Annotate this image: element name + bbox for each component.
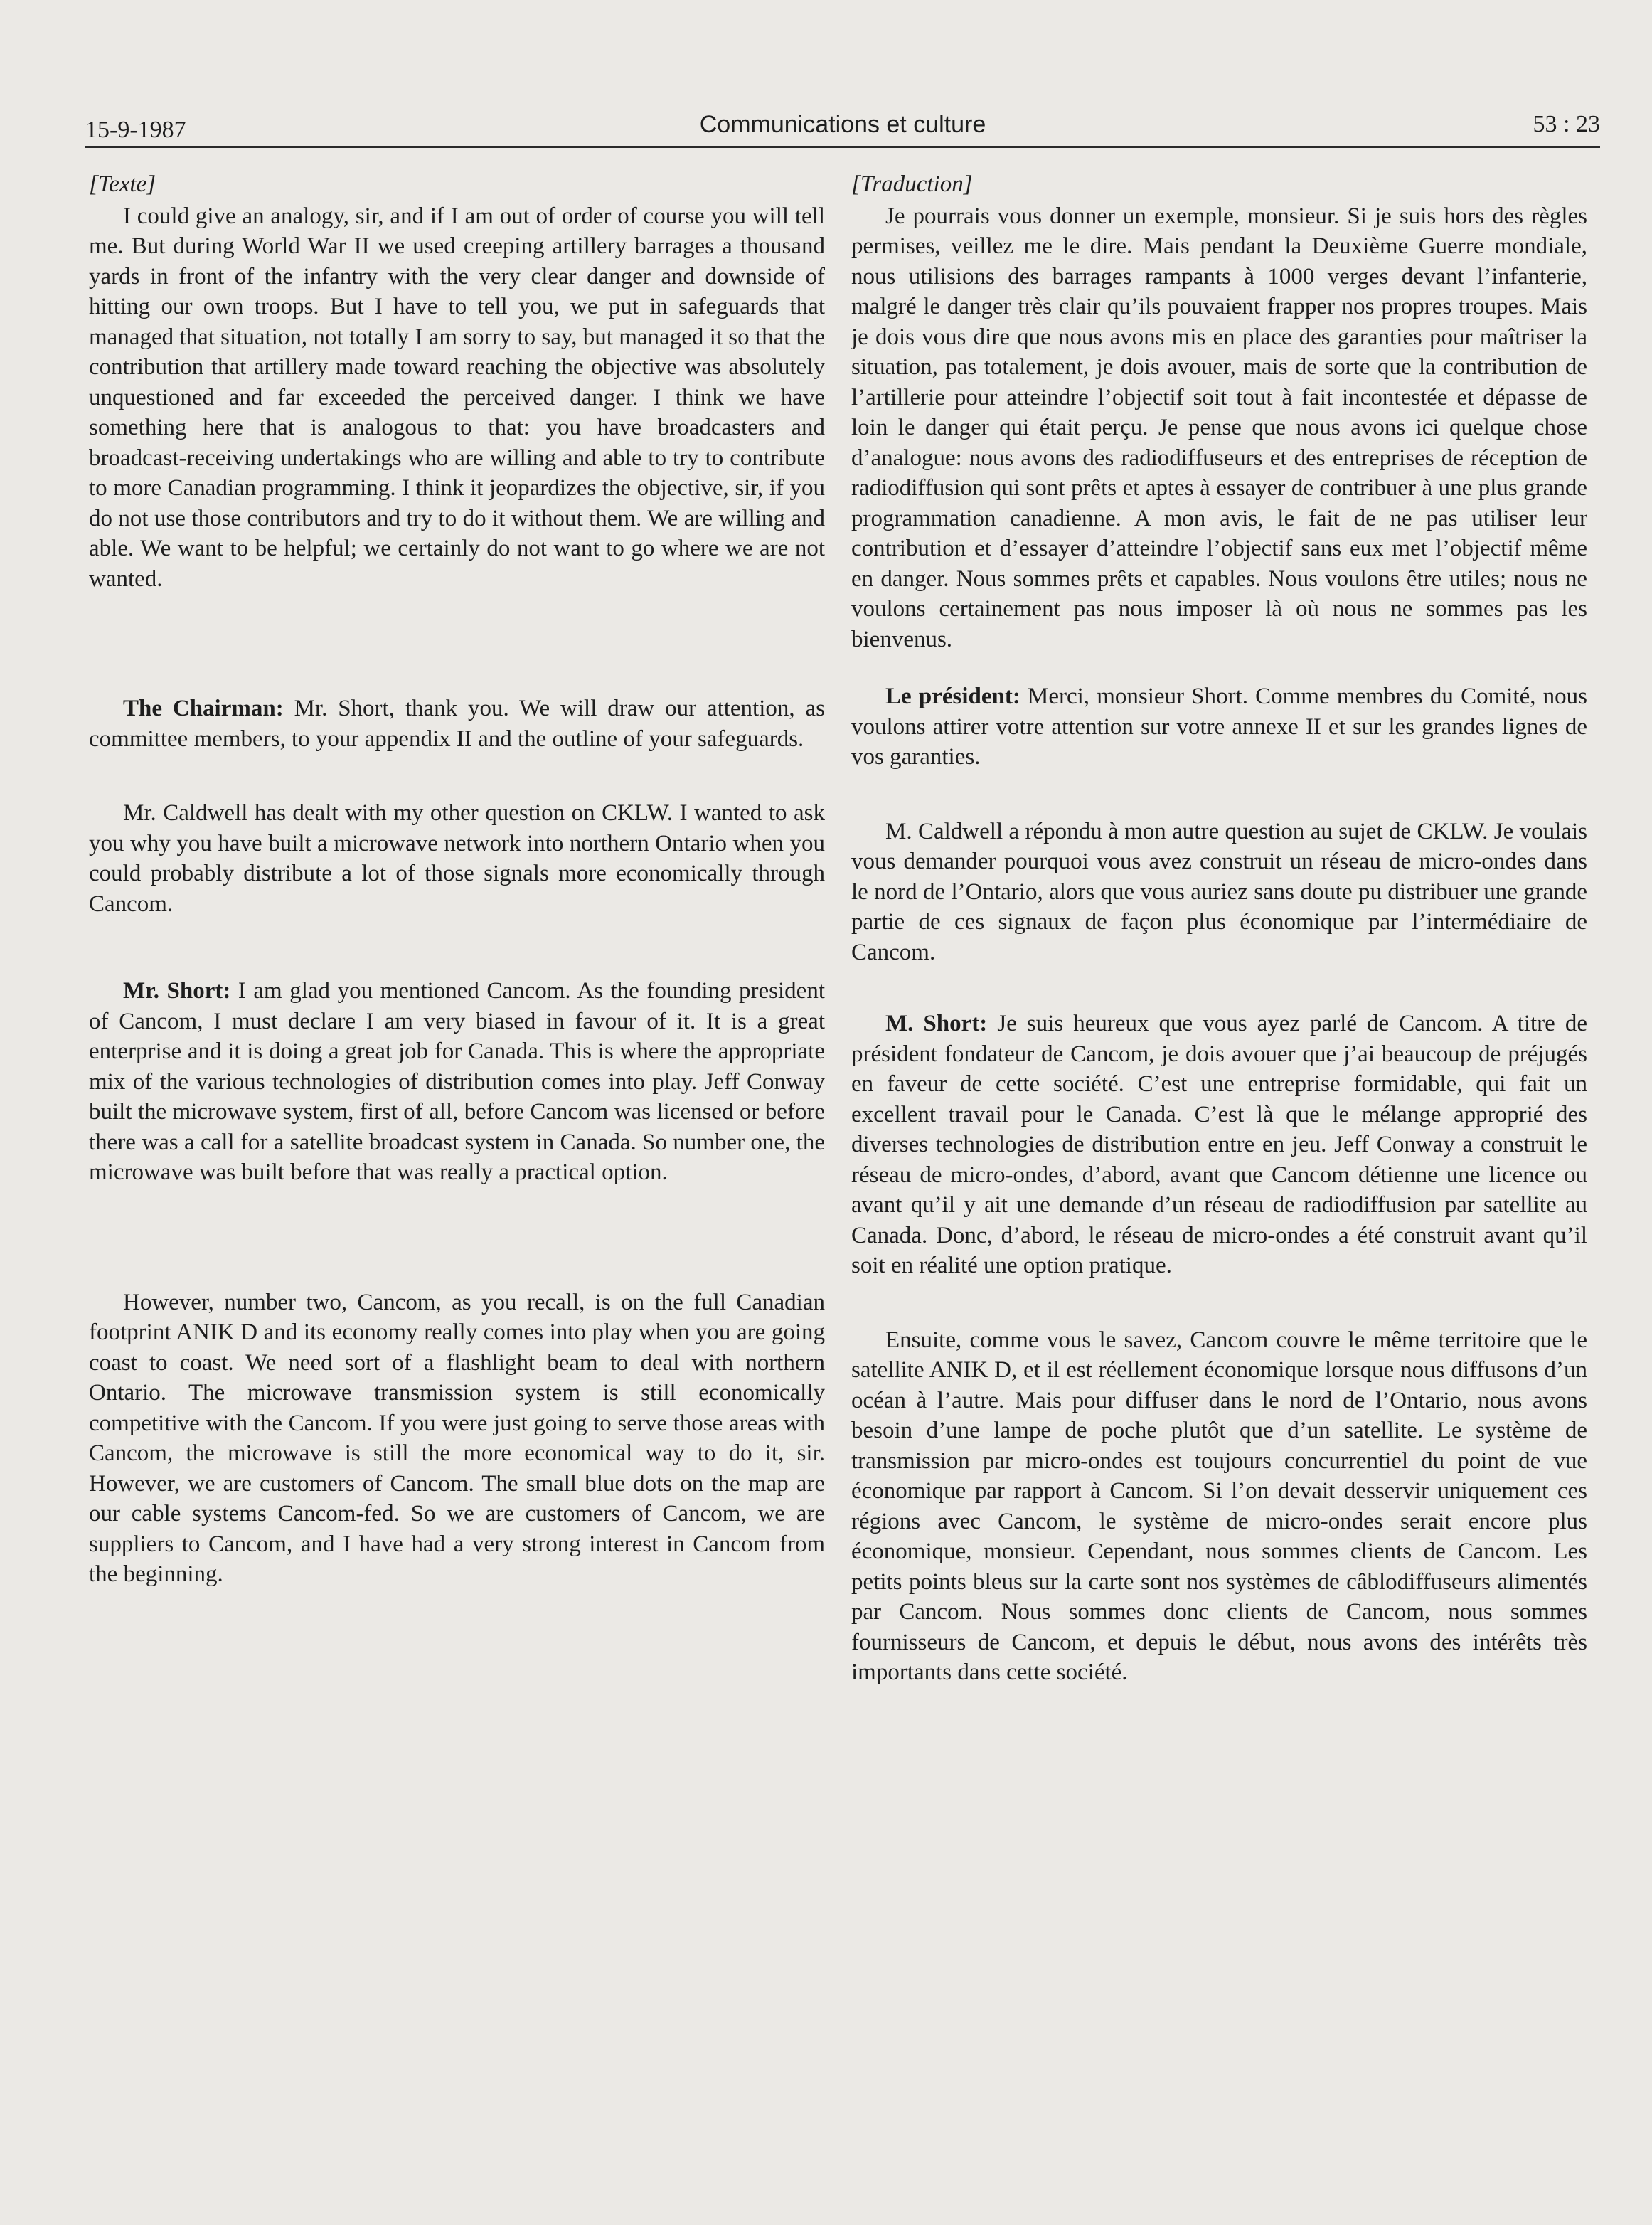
paragraph-caldwell: Mr. Caldwell has dealt with my other question on CKLW. I wanted to ask you why you have built a microwave network into northern Ontario when you could probably distribute a lot of those signals more economically through Cancom. [89,800,825,917]
paragraph-number-two: However, number two, Cancom, as you recall, is on the full Canadian footprint ANIK D and its economy really comes into play when you are going coast to coast. We need sort of a flashlight beam to deal with northern Ontario. The microwave transmission system is still economically competitive with the Cancom. If you were just going to serve those areas with Cancom, the microwave is still the more economical way to do it, sir. However, we are customers of Cancom. The small blue dots on the map are our cable systems Cancom-fed. So we are customers of Cancom, we are suppliers to Cancom, and I have had a very strong interest in Cancom from the beginning. [89,1289,825,1587]
speech-text: I am glad you mentioned Cancom. As the founding president of Cancom, I must declare I am very biased in favour of it. It is a great enterprise and it is doing a great job for Canada. This is where the appropriate mix of the various technologies of distribution comes into play. Jeff Conway built the microwave system, first of all, before Cancom was licensed or before there was a call for a satellite broadcast system in Canada. So number one, the microwave was built before that was really a practical option. [89,978,825,1185]
speaker-name: Mr. Short: [123,978,231,1004]
paragraph-analogy: Je pourrais vous donner un exemple, monsieur. Si je suis hors des règles permises, veillez me le dire. Mais pendant la Deuxième Guerre mondiale, nous utilisions des barrages rampants à 1000 verges devant l’infanterie, malgré le danger très clair qu’ils pouvaient frapper nos propres troupes. Mais je dois vous dire que nous avons mis en place des garanties pour maîtriser la situation, pas totalement, je dois avouer, mais de sorte que la contribution de l’artillerie pour atteindre l’objectif soit tout à fait incontestée et dépasse de loin le danger qui était perçu. Je pense que nous avons ici quelque chose d’analogue: nous avons des radiodiffuseurs et des entreprises de réception de radiodiffusion qui sont prêts et aptes à essayer de contribuer à une plus grande programmation canadienne. A mon avis, le fait de ne pas utiliser leur contribution et d’essayer d’atteindre l’objectif sans eux met l’objectif même en danger. Nous sommes prêts et capables. Nous voulons être utiles; nous ne voulons certainement pas nous imposer là où nous ne sommes pas les bienvenus. [851,203,1587,652]
paragraph-chairman [89,694,825,754]
speech-text: Je suis heureux que vous ayez parlé de Cancom. A titre de président fondateur de Cancom, je dois avouer que j’ai beaucoup de préjugés en faveur de cette société. C’est une entreprise formidable, qui fait un excellent travail pour le Canada. C’est là que le mélange approprié des diverses technologies de distribution entre en jeu. Jeff Conway a construit le réseau de micro-ondes, d’abord, avant que Cancom détienne une licence ou avant qu’il y ait une demande d’un réseau de radiodiffusion par satellite au Canada. Donc, d’abord, le réseau de micro-ondes a été construit avant qu’il soit en réalité une option pratique. [851,1011,1587,1278]
speaker-name: M. Short: [885,1011,988,1036]
column-label: [Texte] [89,171,156,197]
paragraph-analogy: I could give an analogy, sir, and if I am out of order of course you will tell me. But during World War II we used creeping artillery barrages a thousand yards in front of the infantry with the very clear danger and downside of hitting our own troops. But I have to tell you, we put in safeguards that managed that situation, not totally I am sorry to say, but managed it so that the contribution that artillery made toward reaching the objective was absolutely unquestioned and far exceeded the perceived danger. I think we have something here that is analogous to that: you have broadcasters and broadcast-receiving undertakings who are willing and able to try to contribute to more Canadian programming. I think it jeopardizes the objective, sir, if you do not use those contributors and try to do it without them. We are willing and able. We want to be helpful; we certainly do not want to go where we are not wanted. [89,203,825,592]
header-rule [85,146,1600,148]
french-column [851,169,1587,1688]
page-number: 53 : 23 [1533,111,1600,137]
speaker-name: The Chairman: [123,696,284,721]
paragraph-short [851,1009,1587,1281]
column-label: [Traduction] [851,171,973,197]
speech-text: Merci, monsieur Short. Comme membres du Comité, nous voulons attirer votre attention sur votre annexe II et sur les grandes lignes de vos garanties. [851,684,1587,770]
header-date: 15-9-1987 [85,117,186,143]
running-header [85,108,1600,144]
header-title: Communications et culture [699,111,986,138]
paragraph-number-two: Ensuite, comme vous le savez, Cancom couvre le même territoire que le satellite ANIK D, et il est réellement économique lorsque nous diffusons d’un océan à l’autre. Mais pour diffuser dans le nord de l’Ontario, nous avons besoin d’une lampe de poche plutôt que d’un satellite. Le système de transmission par micro-ondes est toujours concurrentiel du point de vue économique par rapport à Cancom. Si l’on devait desservir uniquement ces régions avec Cancom, le système de micro-ondes serait encore plus économique, monsieur. Cependant, nous sommes clients de Cancom. Les petits points bleus sur la carte sont nos systèmes de câblodiffuseurs alimentés par Cancom. Nous sommes donc clients de Cancom, nous sommes fournisseurs de Cancom, et depuis le début, nous avons des intérêts très importants dans cette société. [851,1327,1587,1685]
paragraph-chairman [851,681,1587,772]
speech-text: Mr. Short, thank you. We will draw our attention, as committee members, to your appendix II and the outline of your safeguards. [89,696,825,752]
paragraph-short [89,976,825,1188]
english-column [89,169,825,1590]
paragraph-caldwell: M. Caldwell a répondu à mon autre question au sujet de CKLW. Je voulais vous demander pourquoi vous avez construit un réseau de micro-ondes dans le nord de l’Ontario, alors que vous auriez sans doute pu distribuer une grande partie de ces signaux de façon plus économique par l’intermédiaire de Cancom. [851,818,1587,965]
speaker-name: Le président: [885,684,1020,709]
